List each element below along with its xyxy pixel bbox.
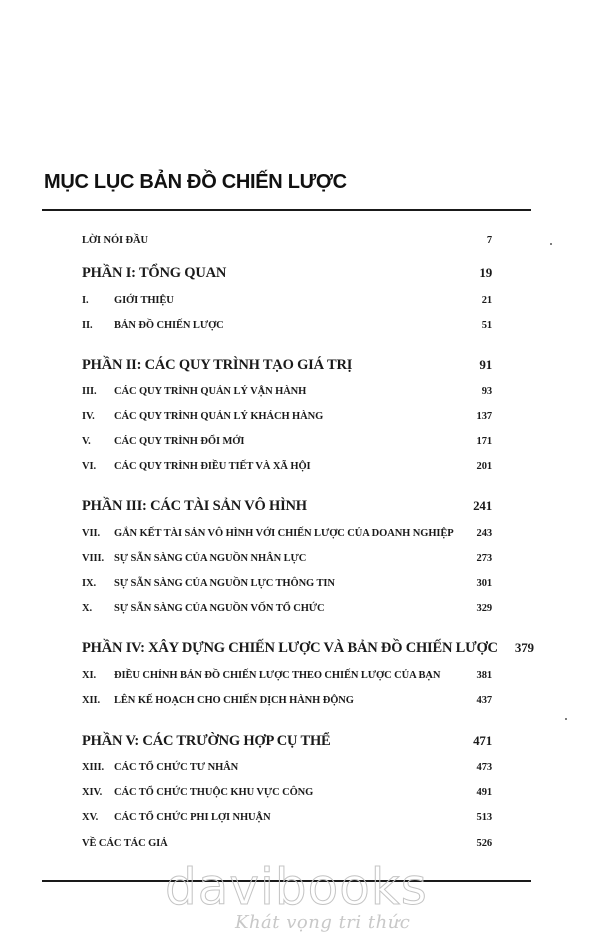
toc-part-title: PHẦN II: CÁC QUY TRÌNH TẠO GIÁ TRỊ bbox=[82, 357, 353, 373]
toc-entry-number: IX. bbox=[82, 578, 96, 589]
toc-entry-page: 21 bbox=[481, 295, 492, 306]
toc-entry-chapter[interactable] bbox=[82, 411, 492, 422]
toc-entry-title: CÁC TỔ CHỨC THUỘC KHU VỰC CÔNG bbox=[114, 787, 314, 798]
toc-entry-chapter[interactable] bbox=[82, 578, 492, 589]
toc-entry-page: 526 bbox=[476, 838, 492, 849]
toc-entry-chapter[interactable] bbox=[82, 695, 492, 706]
toc-entry-title: GẮN KẾT TÀI SẢN VÔ HÌNH VỚI CHIẾN LƯỢC CỦA DOANH NGHIỆP bbox=[114, 528, 454, 539]
toc-entry-page: 491 bbox=[476, 787, 492, 798]
toc-entry-title: SỰ SẴN SÀNG CỦA NGUỒN NHÂN LỰC bbox=[114, 553, 307, 564]
toc-entry-page: 273 bbox=[476, 553, 492, 564]
toc-entry-number: XV. bbox=[82, 812, 99, 823]
toc-entry-number: XI. bbox=[82, 670, 96, 681]
toc-part-title: PHẦN I: TỔNG QUAN bbox=[82, 265, 227, 281]
scan-speck bbox=[550, 243, 552, 245]
toc-entry-authors[interactable] bbox=[82, 838, 492, 849]
toc-entry-page: 137 bbox=[476, 411, 492, 422]
toc-entry-title: SỰ SẴN SÀNG CỦA NGUỒN LỰC THÔNG TIN bbox=[114, 578, 335, 589]
toc-entry-title: SỰ SẴN SÀNG CỦA NGUỒN VỐN TỔ CHỨC bbox=[114, 603, 325, 614]
toc-entry-chapter[interactable] bbox=[82, 670, 492, 681]
toc-entry-number: XIII. bbox=[82, 762, 104, 773]
toc-entry-chapter[interactable] bbox=[82, 603, 492, 614]
toc-entry-chapter[interactable] bbox=[82, 787, 492, 798]
toc-entry-page: 329 bbox=[476, 603, 492, 614]
toc-entry-chapter[interactable] bbox=[82, 320, 492, 331]
toc-entry-page: 51 bbox=[481, 320, 492, 331]
toc-entry-number: III. bbox=[82, 386, 97, 397]
toc-part-page: 91 bbox=[479, 357, 492, 372]
toc-entry-number: I. bbox=[82, 295, 89, 306]
toc-entry-title: ĐIỀU CHỈNH BẢN ĐỒ CHIẾN LƯỢC THEO CHIẾN LƯỢC CỦA BẠN bbox=[114, 670, 441, 681]
toc-entry-title: CÁC TỔ CHỨC TƯ NHÂN bbox=[114, 762, 239, 773]
toc-entry-page: 243 bbox=[476, 528, 492, 539]
toc-entry-chapter[interactable] bbox=[82, 295, 492, 306]
toc-part-title: PHẦN III: CÁC TÀI SẢN VÔ HÌNH bbox=[82, 498, 307, 514]
toc-entry-page: 171 bbox=[476, 436, 492, 447]
toc-entry-title: CÁC TỔ CHỨC PHI LỢI NHUẬN bbox=[114, 812, 271, 823]
toc-entry-title: GIỚI THIỆU bbox=[114, 295, 174, 306]
toc-entry-number: VII. bbox=[82, 528, 100, 539]
toc-entry-chapter[interactable] bbox=[82, 553, 492, 564]
toc-entry-title: CÁC QUY TRÌNH ĐỔI MỚI bbox=[114, 436, 245, 447]
toc-entry-page: 437 bbox=[476, 695, 492, 706]
toc-part-4[interactable] bbox=[82, 640, 534, 657]
toc-entry-number: VIII. bbox=[82, 553, 104, 564]
toc-entry-number: XIV. bbox=[82, 787, 103, 798]
toc-entry-number: IV. bbox=[82, 411, 95, 422]
toc-entry-chapter[interactable] bbox=[82, 461, 492, 472]
toc-entry-number: VI. bbox=[82, 461, 96, 472]
toc-entry-number: II. bbox=[82, 320, 93, 331]
toc-entry-title: LỜI NÓI ĐẦU bbox=[82, 235, 148, 246]
toc-entry-number: V. bbox=[82, 436, 91, 447]
toc-entry-title: CÁC QUY TRÌNH QUẢN LÝ KHÁCH HÀNG bbox=[114, 411, 324, 422]
toc-part-page: 241 bbox=[473, 498, 492, 513]
toc-entry-page: 513 bbox=[476, 812, 492, 823]
toc-part-title: PHẦN IV: XÂY DỰNG CHIẾN LƯỢC VÀ BẢN ĐỒ CHIẾN LƯỢC bbox=[82, 640, 498, 656]
toc-entry-page: 381 bbox=[476, 670, 492, 681]
toc-entry-title: CÁC QUY TRÌNH QUẢN LÝ VẬN HÀNH bbox=[114, 386, 307, 397]
toc-entry-chapter[interactable] bbox=[82, 762, 492, 773]
toc-part-title: PHẦN V: CÁC TRƯỜNG HỢP CỤ THỂ bbox=[82, 733, 331, 749]
toc-entry-page: 93 bbox=[481, 386, 492, 397]
toc-part-1[interactable] bbox=[82, 265, 492, 282]
toc-entry-chapter[interactable] bbox=[82, 812, 492, 823]
toc-part-page: 379 bbox=[514, 640, 534, 655]
toc-entry-number: XII. bbox=[82, 695, 100, 706]
toc-entry-chapter[interactable] bbox=[82, 436, 492, 447]
toc-entry-title: LÊN KẾ HOẠCH CHO CHIẾN DỊCH HÀNH ĐỘNG bbox=[114, 695, 354, 706]
scan-speck bbox=[565, 718, 567, 720]
watermark-brand: davibooks bbox=[165, 858, 428, 916]
page-title: MỤC LỤC BẢN ĐỒ CHIẾN LƯỢC bbox=[44, 171, 347, 193]
toc-entry-chapter[interactable] bbox=[82, 528, 492, 539]
toc-entry-preface[interactable] bbox=[82, 235, 492, 246]
toc-entry-page: 7 bbox=[486, 235, 492, 246]
toc-entry-title: BẢN ĐỒ CHIẾN LƯỢC bbox=[114, 320, 224, 331]
title-divider bbox=[42, 209, 531, 211]
toc-part-2[interactable] bbox=[82, 357, 492, 374]
toc-entry-page: 473 bbox=[476, 762, 492, 773]
toc-entry-title: CÁC QUY TRÌNH ĐIỀU TIẾT VÀ XÃ HỘI bbox=[114, 461, 311, 472]
toc-part-3[interactable] bbox=[82, 498, 492, 515]
toc-part-page: 19 bbox=[479, 265, 492, 280]
toc-part-5[interactable] bbox=[82, 733, 492, 750]
toc-entry-number: X. bbox=[82, 603, 93, 614]
toc-entry-page: 301 bbox=[476, 578, 492, 589]
toc-entry-page: 201 bbox=[476, 461, 492, 472]
toc-entry-chapter[interactable] bbox=[82, 386, 492, 397]
toc-entry-title: VỀ CÁC TÁC GIẢ bbox=[82, 838, 168, 849]
toc-part-page: 471 bbox=[473, 733, 492, 748]
watermark-tagline: Khát vọng tri thức bbox=[235, 912, 411, 933]
